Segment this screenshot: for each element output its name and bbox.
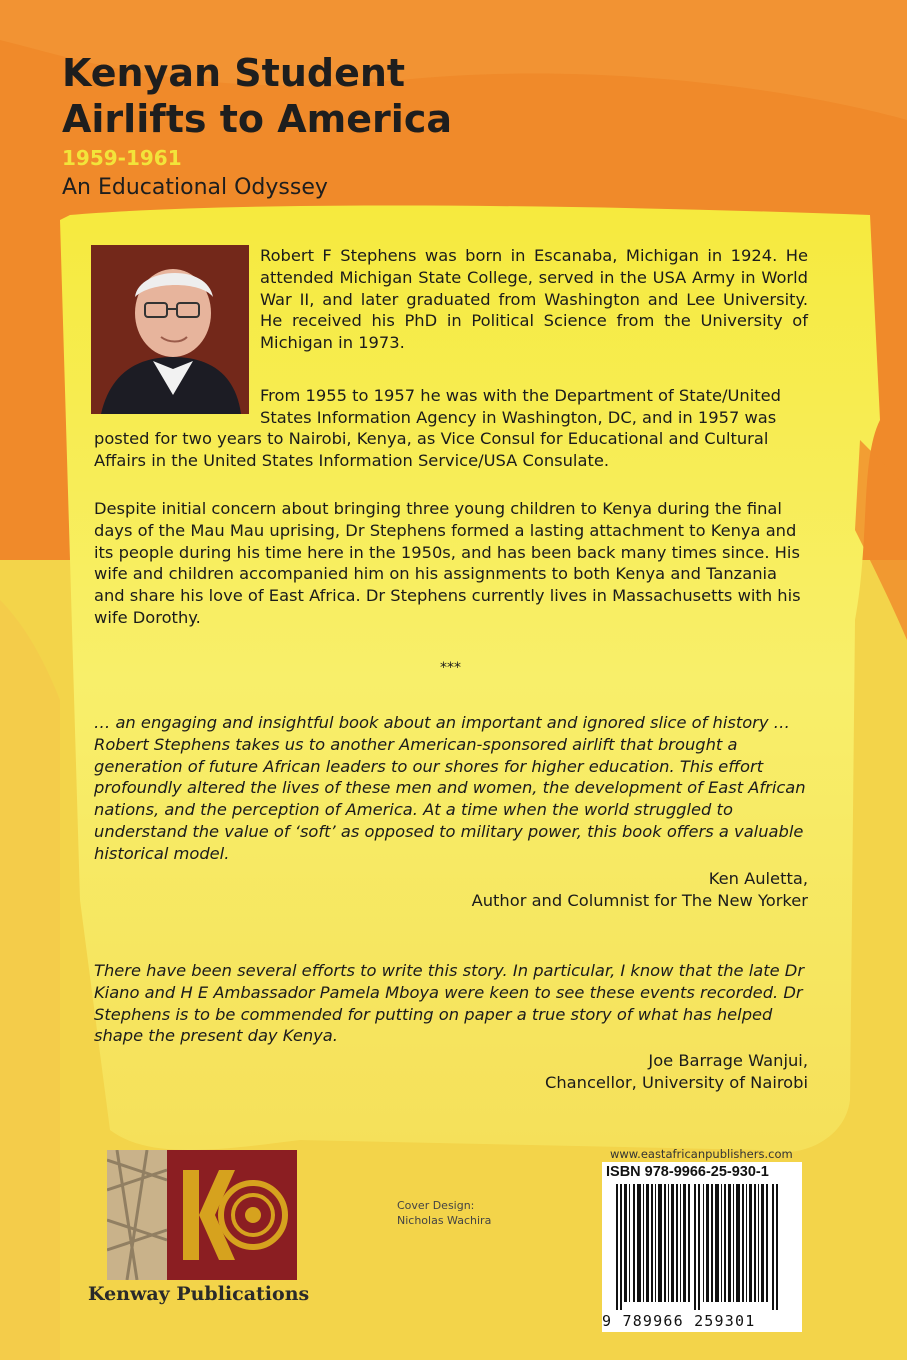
book-years: 1959-1961 bbox=[62, 146, 182, 170]
book-subtitle: An Educational Odyssey bbox=[62, 175, 328, 200]
endorser-name: Joe Barrage Wanjui, bbox=[648, 1051, 808, 1070]
title-line-1: Kenyan Student bbox=[62, 51, 406, 95]
endorser-name: Ken Auletta, bbox=[708, 869, 808, 888]
bio-paragraph-3: Despite initial concern about bringing three young children to Kenya during the final days of the Mau Mau uprising, Dr Stephens formed a lasting attachment to Kenya and its people during his time here in the 1950s, and has been back many times since. His wife and children accompanied him on his assignments to both Kenya and Tanzania and share his love of East Africa. Dr Stephens currently lives in Massachusetts with his wife Dorothy. bbox=[94, 499, 801, 627]
cover-design-label: Cover Design: bbox=[397, 1199, 475, 1212]
author-portrait-icon bbox=[91, 245, 249, 414]
title-line-2: Airlifts to America bbox=[62, 97, 452, 141]
endorsement-quote-2: There have been several efforts to write this story. In particular, I know that the late Dr Kiano and H E Ambassador Pamela Mboya were keen to see these events recorded. Dr Stephens is to be commended for putting on paper a true story of what has helped shape the present day Kenya. bbox=[94, 961, 805, 1046]
section-separator: *** bbox=[440, 660, 461, 676]
isbn-barcode bbox=[602, 1162, 802, 1332]
publisher-website: www.eastafricanpublishers.com bbox=[610, 1147, 793, 1161]
bio-paragraph-2-rest: posted for two years to Nairobi, Kenya, as Vice Consul for Educational and Cultural Affairs in the United States Information Service/USA Consulate. bbox=[94, 429, 769, 470]
kenway-logo-icon bbox=[107, 1150, 297, 1280]
endorsement-attribution-2 bbox=[545, 1050, 808, 1094]
endorsement-attribution-1 bbox=[472, 868, 808, 912]
publisher-name: Kenway Publications bbox=[88, 1283, 310, 1305]
cover-design-credit bbox=[397, 1198, 491, 1228]
bio-paragraph-2-start: From 1955 to 1957 he was with the Department of State/United States Information Agency in Washington, DC, and in 1957 was bbox=[260, 386, 781, 427]
barcode-digits: 9 789966 259301 bbox=[602, 1312, 756, 1330]
endorser-role: Author and Columnist for The New Yorker bbox=[471, 890, 808, 910]
endorser-role: Chancellor, University of Nairobi bbox=[544, 1072, 808, 1092]
bio-paragraph-1: Robert F Stephens was born in Escanaba, Michigan in 1924. He attended Michigan State College, served in the USA Army in World War II, and later graduated from Washington and Lee University. He received his PhD in Political Science from the University of Michigan in 1973. bbox=[260, 246, 808, 353]
isbn-number: ISBN 978-9966-25-930-1 bbox=[606, 1164, 769, 1180]
book-title bbox=[62, 50, 452, 142]
cover-designer: Nicholas Wachira bbox=[397, 1214, 492, 1227]
endorsement-quote-1: … an engaging and insightful book about an important and ignored slice of history … Robert Stephens takes us to another American-sponsored airlift that brought a generation of future African leaders to our shores for higher education. This effort profoundly altered the lives of these men and women, the development of East African nations, and the perception of America. At a time when the world struggled to understand the value of ‘soft’ as opposed to military power, this book offers a valuable historical model. bbox=[94, 713, 806, 863]
barcode-icon bbox=[602, 1184, 802, 1310]
